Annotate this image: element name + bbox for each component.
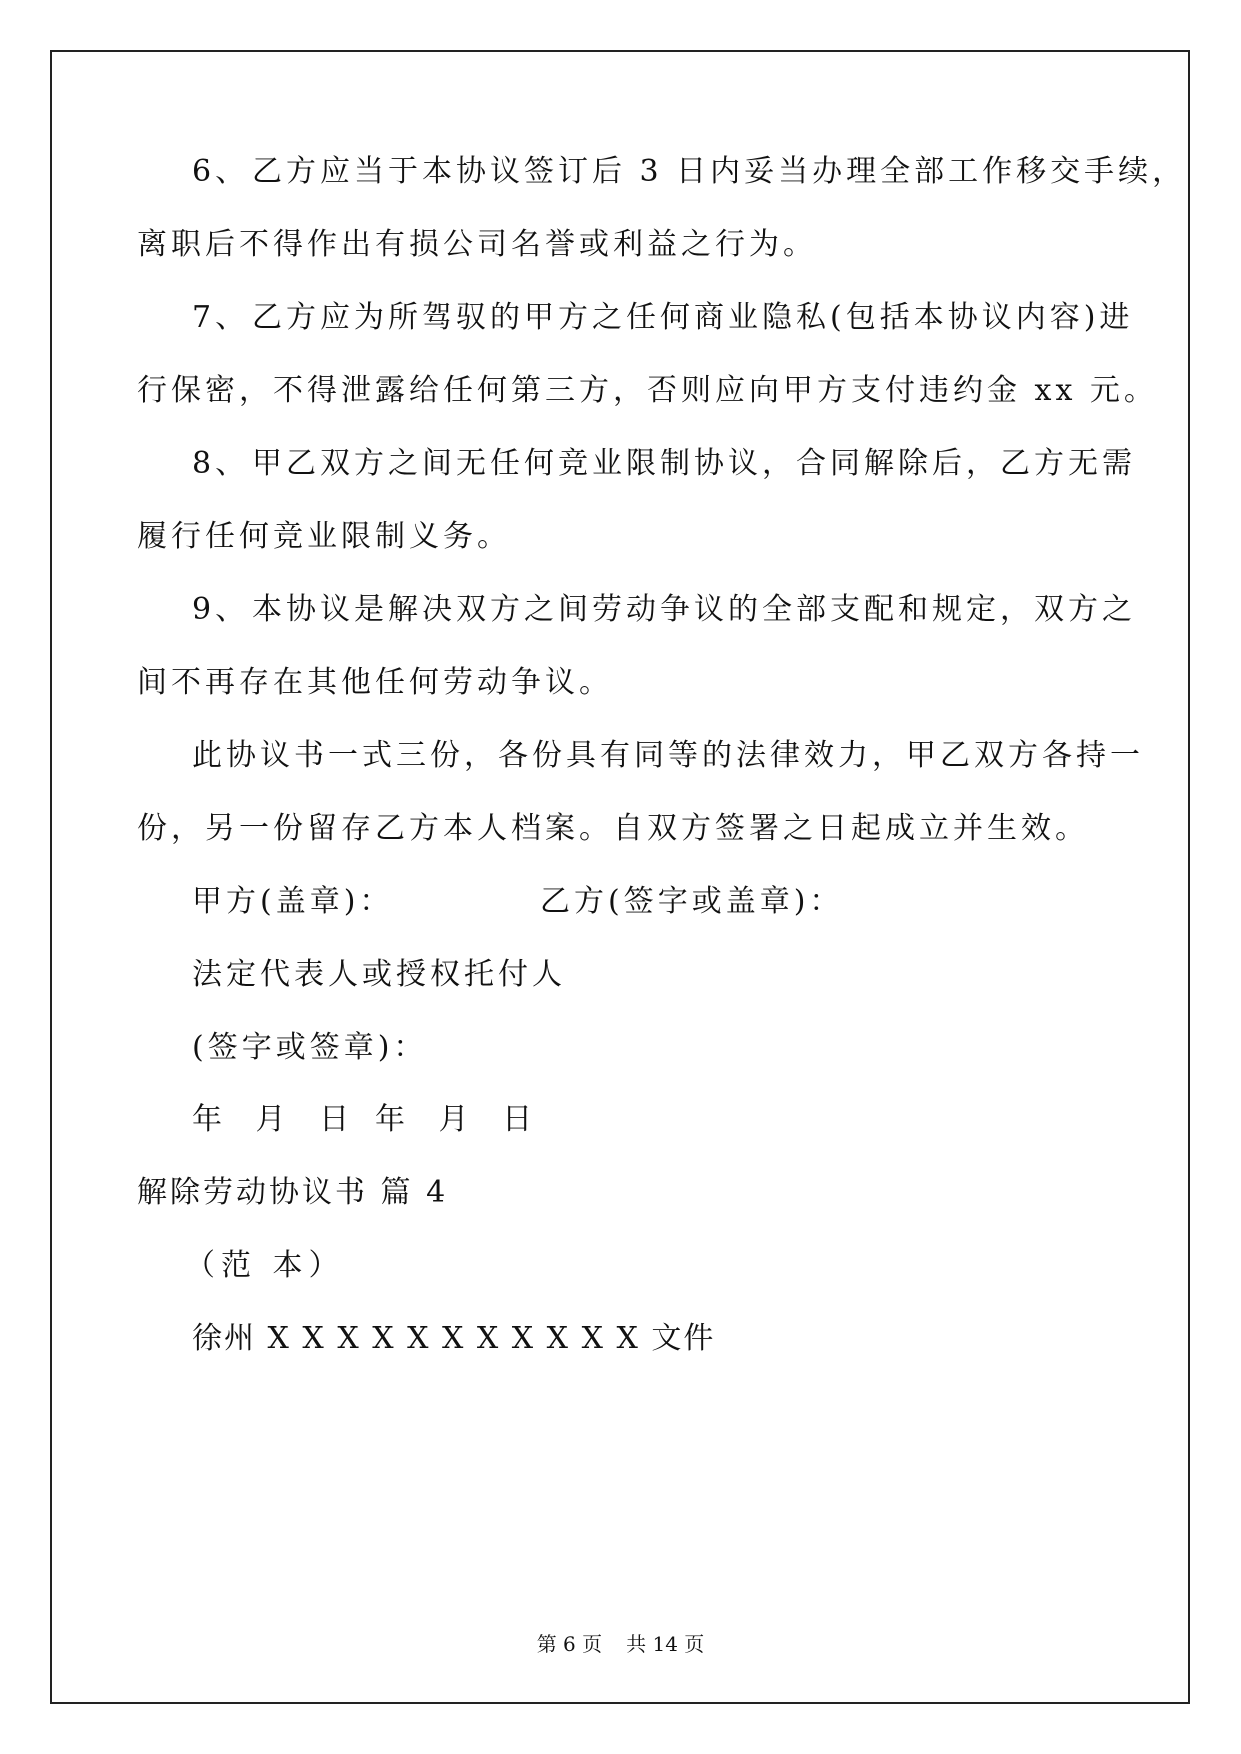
representative-label: 法定代表人或授权托付人 [192,957,566,992]
org-file-heading: 徐州 X X X X X X X X X X X 文件 [192,1321,716,1356]
section-title: 解除劳动协议书 篇 4 [137,1175,449,1210]
template-label: （范 本） [185,1248,345,1283]
closing-line-2: 份，另一份留存乙方本人档案。自双方签署之日起成立并生效。 [137,811,1089,846]
item-7-line-1 [192,298,1133,338]
item-6-line-1 [192,152,1186,192]
sign-or-seal-label: (签字或签章)： [192,1030,428,1065]
item-6-text: 乙方应当于本协议签订后 3 日内妥当办理全部工作移交手续， [252,154,1187,189]
item-9-text: 本协议是解决双方之间劳动争议的全部支配和规定，双方之 [252,592,1136,627]
closing-line-1: 此协议书一式三份，各份具有同等的法律效力，甲乙双方各持一 [192,738,1144,773]
item-9-line-1 [192,590,1136,630]
page-number: 第 6 页 [536,1632,603,1656]
party-b-sign-label: 乙方(签字或盖章)： [540,884,844,919]
party-a-date: 年 月 日 [192,1102,362,1137]
item-8-number: 8、 [192,446,250,481]
party-b-date: 年 月 日 [375,1102,545,1137]
item-7-line-2: 行保密，不得泄露给任何第三方，否则应向甲方支付违约金 xx 元。 [137,373,1158,408]
item-8-line-1 [192,444,1136,484]
party-a-seal-label: 甲方(盖章)： [192,884,394,919]
item-8-line-2: 履行任何竞业限制义务。 [137,519,511,554]
item-6-number: 6、 [192,154,250,189]
item-9-line-2: 间不再存在其他任何劳动争议。 [137,665,613,700]
page-total: 共 14 页 [626,1632,705,1656]
item-6-line-2: 离职后不得作出有损公司名誉或利益之行为。 [137,227,817,262]
item-7-text: 乙方应为所驾驭的甲方之任何商业隐私(包括本协议内容)进 [252,300,1134,335]
page-footer [0,1630,1241,1658]
item-8-text: 甲乙双方之间无任何竞业限制协议，合同解除后，乙方无需 [252,446,1136,481]
item-9-number: 9、 [192,592,250,627]
item-7-number: 7、 [192,300,250,335]
